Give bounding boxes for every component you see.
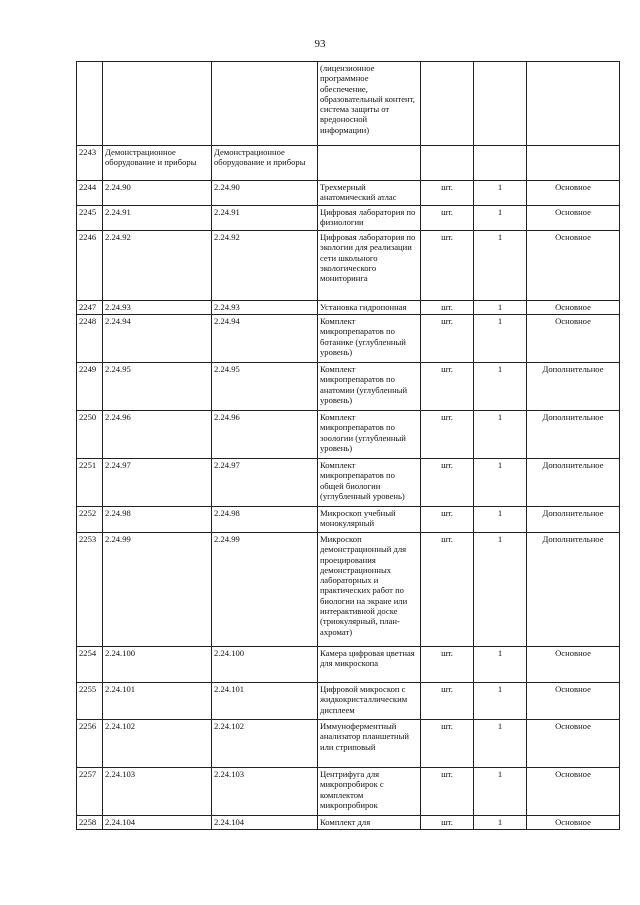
type-cell: Дополнительное [527, 459, 620, 507]
unit-cell [421, 62, 474, 146]
item-name: Цифровая лаборатория по экологии для реализации сети школьного экологического мониторинга [318, 231, 421, 301]
unit-cell: шт. [421, 507, 474, 533]
item-name: Трехмерный анатомический атлас [318, 181, 421, 206]
item-name: Цифровой микроскоп с жидкокристаллическим дисплеем [318, 683, 421, 720]
row-number: 2258 [77, 816, 103, 830]
item-name: Комплект микропрепаратов по зоологии (углубленный уровень) [318, 411, 421, 459]
equipment-table [76, 61, 620, 830]
code-cell: 2.24.102 [212, 720, 318, 768]
type-cell: Дополнительное [527, 533, 620, 647]
quantity-cell: 1 [474, 459, 527, 507]
code-cell: 2.24.104 [103, 816, 212, 830]
quantity-cell: 1 [474, 315, 527, 363]
item-name: Микроскоп демонстрационный для проецирования демонстрационных лабораторных и практических работ по биологии на экране или интерактивной доске (триокулярный, план-ахромат) [318, 533, 421, 647]
row-number: 2256 [77, 720, 103, 768]
table-row [77, 647, 620, 683]
quantity-cell [474, 146, 527, 181]
code-cell: 2.24.92 [212, 231, 318, 301]
code-cell [103, 62, 212, 146]
type-cell: Основное [527, 683, 620, 720]
type-cell: Основное [527, 181, 620, 206]
type-cell: Основное [527, 816, 620, 830]
table-row [77, 768, 620, 816]
item-name: (лицензионное программное обеспечение, образовательный контент, система защиты от вредоносной информации) [318, 62, 421, 146]
row-number: 2252 [77, 507, 103, 533]
row-number: 2254 [77, 647, 103, 683]
quantity-cell: 1 [474, 507, 527, 533]
type-cell: Дополнительное [527, 363, 620, 411]
unit-cell: шт. [421, 206, 474, 231]
row-number: 2248 [77, 315, 103, 363]
row-number: 2246 [77, 231, 103, 301]
table-row [77, 683, 620, 720]
code-cell: 2.24.99 [212, 533, 318, 647]
unit-cell [421, 146, 474, 181]
row-number: 2247 [77, 301, 103, 315]
type-cell: Дополнительное [527, 411, 620, 459]
quantity-cell: 1 [474, 533, 527, 647]
unit-cell: шт. [421, 768, 474, 816]
code-cell: 2.24.93 [212, 301, 318, 315]
row-number [77, 62, 103, 146]
unit-cell: шт. [421, 816, 474, 830]
item-name: Комплект микропрепаратов по анатомии (углубленный уровень) [318, 363, 421, 411]
unit-cell: шт. [421, 231, 474, 301]
quantity-cell: 1 [474, 768, 527, 816]
item-name: Микроскоп учебный монокулярный [318, 507, 421, 533]
unit-cell: шт. [421, 363, 474, 411]
unit-cell: шт. [421, 683, 474, 720]
code-cell: 2.24.90 [103, 181, 212, 206]
code-cell: 2.24.90 [212, 181, 318, 206]
type-cell: Дополнительное [527, 507, 620, 533]
table-row [77, 533, 620, 647]
item-name [318, 146, 421, 181]
code-cell: 2.24.91 [103, 206, 212, 231]
quantity-cell: 1 [474, 411, 527, 459]
type-cell: Основное [527, 206, 620, 231]
row-number: 2251 [77, 459, 103, 507]
row-number: 2244 [77, 181, 103, 206]
unit-cell: шт. [421, 315, 474, 363]
item-name: Иммуноферментный анализатор планшетный или стриповый [318, 720, 421, 768]
code-cell: 2.24.94 [103, 315, 212, 363]
row-number: 2253 [77, 533, 103, 647]
code-cell: 2.24.104 [212, 816, 318, 830]
table-body [77, 62, 620, 830]
code-cell: 2.24.96 [103, 411, 212, 459]
code-cell: Демонстрационное оборудование и приборы [212, 146, 318, 181]
code-cell: 2.24.96 [212, 411, 318, 459]
code-cell: Демонстрационное оборудование и приборы [103, 146, 212, 181]
row-number: 2255 [77, 683, 103, 720]
row-number: 2249 [77, 363, 103, 411]
code-cell: 2.24.95 [212, 363, 318, 411]
code-cell: 2.24.101 [212, 683, 318, 720]
type-cell: Основное [527, 231, 620, 301]
code-cell: 2.24.101 [103, 683, 212, 720]
quantity-cell: 1 [474, 816, 527, 830]
type-cell: Основное [527, 720, 620, 768]
code-cell: 2.24.102 [103, 720, 212, 768]
quantity-cell: 1 [474, 720, 527, 768]
row-number: 2257 [77, 768, 103, 816]
row-number: 2243 [77, 146, 103, 181]
table-row [77, 507, 620, 533]
table-row [77, 206, 620, 231]
item-name: Цифровая лаборатория по физиологии [318, 206, 421, 231]
type-cell: Основное [527, 315, 620, 363]
page-number: 93 [314, 38, 326, 50]
table-row [77, 720, 620, 768]
code-cell: 2.24.91 [212, 206, 318, 231]
item-name: Комплект микропрепаратов по общей биологии (углубленный уровень) [318, 459, 421, 507]
code-cell: 2.24.100 [212, 647, 318, 683]
quantity-cell [474, 62, 527, 146]
code-cell: 2.24.100 [103, 647, 212, 683]
type-cell: Основное [527, 768, 620, 816]
table-row [77, 816, 620, 830]
type-cell [527, 146, 620, 181]
table-row [77, 459, 620, 507]
code-cell: 2.24.97 [212, 459, 318, 507]
quantity-cell: 1 [474, 181, 527, 206]
type-cell: Основное [527, 301, 620, 315]
code-cell: 2.24.95 [103, 363, 212, 411]
unit-cell: шт. [421, 533, 474, 647]
type-cell: Основное [527, 647, 620, 683]
code-cell: 2.24.97 [103, 459, 212, 507]
unit-cell: шт. [421, 720, 474, 768]
quantity-cell: 1 [474, 683, 527, 720]
quantity-cell: 1 [474, 231, 527, 301]
table-row [77, 411, 620, 459]
type-cell [527, 62, 620, 146]
table-row [77, 146, 620, 181]
unit-cell: шт. [421, 459, 474, 507]
code-cell [212, 62, 318, 146]
unit-cell: шт. [421, 411, 474, 459]
code-cell: 2.24.103 [103, 768, 212, 816]
quantity-cell: 1 [474, 206, 527, 231]
item-name: Комплект для [318, 816, 421, 830]
unit-cell: шт. [421, 647, 474, 683]
table-row [77, 301, 620, 315]
table-row [77, 62, 620, 146]
table-row [77, 315, 620, 363]
code-cell: 2.24.94 [212, 315, 318, 363]
row-number: 2245 [77, 206, 103, 231]
code-cell: 2.24.98 [212, 507, 318, 533]
code-cell: 2.24.98 [103, 507, 212, 533]
unit-cell: шт. [421, 181, 474, 206]
code-cell: 2.24.103 [212, 768, 318, 816]
table-row [77, 181, 620, 206]
code-cell: 2.24.99 [103, 533, 212, 647]
row-number: 2250 [77, 411, 103, 459]
quantity-cell: 1 [474, 363, 527, 411]
quantity-cell: 1 [474, 301, 527, 315]
item-name: Комплект микропрепаратов по ботанике (углубленный уровень) [318, 315, 421, 363]
code-cell: 2.24.92 [103, 231, 212, 301]
table-row [77, 363, 620, 411]
table-row [77, 231, 620, 301]
unit-cell: шт. [421, 301, 474, 315]
quantity-cell: 1 [474, 647, 527, 683]
item-name: Камера цифровая цветная для микроскопа [318, 647, 421, 683]
item-name: Центрифуга для микропробирок с комплектом микропробирок [318, 768, 421, 816]
item-name: Установка гидропонная [318, 301, 421, 315]
code-cell: 2.24.93 [103, 301, 212, 315]
